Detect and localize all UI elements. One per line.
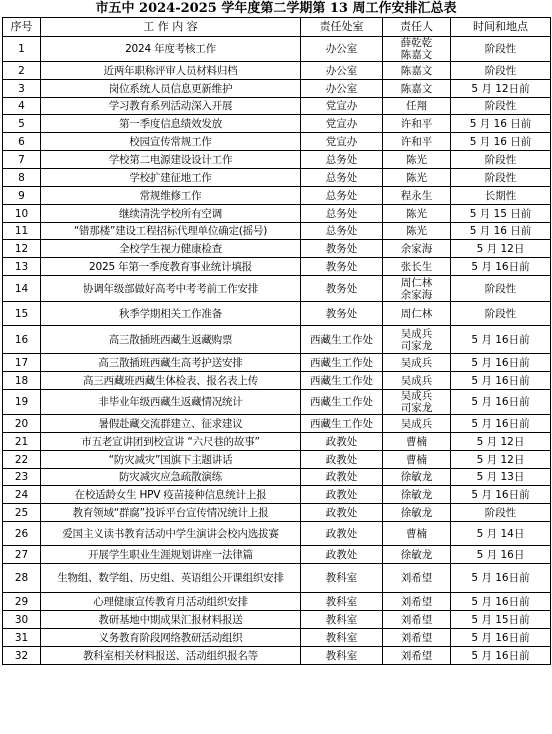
person-name: 徐敏龙: [400, 488, 433, 501]
row-number: 3: [3, 80, 41, 98]
person-name: 程永生: [400, 189, 433, 202]
table-row: [3, 522, 551, 546]
row-number: 14: [3, 276, 41, 302]
person-name: 许和平: [400, 117, 433, 130]
row-dept: 政教处: [301, 486, 383, 504]
row-content: 防灾减灾应急疏散演练: [41, 469, 301, 486]
row-content: “错那楼”建设工程招标代理单位确定(摇号): [41, 223, 301, 240]
row-content: 学习教育系列活动深入开展: [41, 98, 301, 115]
person-name: 许和平: [400, 135, 433, 148]
row-person: [383, 647, 451, 665]
row-time: 5 月 13日: [451, 469, 551, 486]
row-time: 阶段性: [451, 302, 551, 326]
person-name: 司家龙: [400, 402, 433, 414]
row-content: 近两年职称评审人员材料归档: [41, 62, 301, 80]
row-time: 5 月 16 日前: [451, 115, 551, 133]
table-row: [3, 611, 551, 629]
row-person: [383, 390, 451, 415]
page-title: 市五中 2024-2025 学年度第二学期第 13 周工作安排汇总表: [95, 1, 457, 16]
person-name: 徐敏龙: [400, 548, 433, 561]
row-dept: 政教处: [301, 451, 383, 469]
row-time: 5 月 16 日前: [451, 223, 551, 240]
row-time: 5 月 12日前: [451, 80, 551, 98]
row-content: 全校学生视力健康检查: [41, 240, 301, 258]
row-number: 26: [3, 522, 41, 546]
row-number: 9: [3, 187, 41, 205]
person-name: 吴成兵: [400, 390, 433, 402]
person-name: 陈嘉文: [400, 49, 433, 61]
row-content: 教科室相关材料报送、活动组织报名等: [41, 647, 301, 665]
row-time: 5 月 16日: [451, 546, 551, 564]
row-content: 教育领域“群腐”投诉平台宣传情况统计上报: [41, 504, 301, 522]
row-person: [383, 223, 451, 240]
row-content: 常规维修工作: [41, 187, 301, 205]
header-dept: 责任处室: [301, 18, 383, 37]
person-name: 刘希望: [400, 631, 433, 644]
table-row: [3, 372, 551, 390]
row-person: [383, 62, 451, 80]
row-person: [383, 522, 451, 546]
person-name: 徐敏龙: [400, 471, 433, 483]
person-name: 任翔: [406, 100, 427, 112]
row-person: [383, 469, 451, 486]
row-time: 5 月 16日前: [451, 326, 551, 354]
work-schedule-table: [2, 17, 551, 665]
row-time: 阶段性: [451, 37, 551, 62]
person-name: 曹楠: [406, 453, 427, 466]
row-person: [383, 611, 451, 629]
row-dept: 党宣办: [301, 98, 383, 115]
row-time: 5 月 15日前: [451, 611, 551, 629]
row-number: 24: [3, 486, 41, 504]
row-time: 阶段性: [451, 98, 551, 115]
person-name: 吴成兵: [400, 374, 433, 387]
table-row: [3, 504, 551, 522]
row-person: [383, 504, 451, 522]
row-dept: 教科室: [301, 564, 383, 593]
row-dept: 教务处: [301, 302, 383, 326]
table-row: [3, 629, 551, 647]
table-row: [3, 223, 551, 240]
row-dept: 总务处: [301, 169, 383, 187]
row-person: [383, 258, 451, 276]
header-content: 工 作 内 容: [41, 18, 301, 37]
row-person: [383, 546, 451, 564]
row-person: [383, 205, 451, 223]
row-time: 阶段性: [451, 504, 551, 522]
row-time: 5 月 16日前: [451, 593, 551, 611]
person-name: 吴成兵: [400, 356, 433, 369]
row-person: [383, 276, 451, 302]
table-row: [3, 240, 551, 258]
row-time: 长期性: [451, 187, 551, 205]
table-row: [3, 187, 551, 205]
row-content: 2025 年第一季度教育事业统计填报: [41, 258, 301, 276]
row-dept: 西藏生工作处: [301, 354, 383, 372]
row-dept: 政教处: [301, 469, 383, 486]
row-number: 20: [3, 415, 41, 433]
header-no: 序号: [3, 18, 41, 37]
row-dept: 西藏生工作处: [301, 326, 383, 354]
row-content: 开展学生职业生涯规划讲座一法律篇: [41, 546, 301, 564]
row-content: 教研基地中期成果汇报材料报送: [41, 611, 301, 629]
row-content: 高三散插班西藏生高考护送安排: [41, 354, 301, 372]
row-time: 5 月 16日前: [451, 629, 551, 647]
row-person: [383, 151, 451, 169]
row-number: 10: [3, 205, 41, 223]
table-row: [3, 469, 551, 486]
row-dept: 西藏生工作处: [301, 415, 383, 433]
row-dept: 总务处: [301, 187, 383, 205]
row-number: 32: [3, 647, 41, 665]
table-row: [3, 647, 551, 665]
person-name: 陈光: [406, 153, 427, 166]
row-dept: 教务处: [301, 276, 383, 302]
row-content: 非毕业年级西藏生返藏情况统计: [41, 390, 301, 415]
row-content: 高三散插班西藏生返藏购票: [41, 326, 301, 354]
row-time: 5 月 12日: [451, 433, 551, 451]
row-person: [383, 564, 451, 593]
table-row: [3, 258, 551, 276]
row-time: 5 月 12日: [451, 240, 551, 258]
row-dept: 西藏生工作处: [301, 372, 383, 390]
person-name: 张长生: [400, 260, 433, 273]
row-number: 6: [3, 133, 41, 151]
person-name: 陈光: [406, 207, 427, 220]
row-person: [383, 593, 451, 611]
row-dept: 办公室: [301, 37, 383, 62]
row-content: 爱国主义读书教育活动中学生演讲会校内选拔赛: [41, 522, 301, 546]
row-dept: 西藏生工作处: [301, 390, 383, 415]
row-time: 5 月 16日前: [451, 354, 551, 372]
row-dept: 教科室: [301, 593, 383, 611]
row-person: [383, 451, 451, 469]
table-row: [3, 133, 551, 151]
row-person: [383, 115, 451, 133]
row-time: 5 月 14日: [451, 522, 551, 546]
row-time: 5 月 12日: [451, 451, 551, 469]
row-dept: 教务处: [301, 240, 383, 258]
table-row: [3, 354, 551, 372]
row-number: 13: [3, 258, 41, 276]
row-person: [383, 302, 451, 326]
row-person: [383, 326, 451, 354]
row-number: 8: [3, 169, 41, 187]
row-person: [383, 169, 451, 187]
row-number: 17: [3, 354, 41, 372]
row-time: 5 月 16日前: [451, 415, 551, 433]
table-row: [3, 151, 551, 169]
row-number: 11: [3, 223, 41, 240]
table-row: [3, 546, 551, 564]
row-time: 5 月 16日前: [451, 486, 551, 504]
row-content: 校园宣传常规工作: [41, 133, 301, 151]
row-dept: 教科室: [301, 629, 383, 647]
row-person: [383, 80, 451, 98]
person-name: 周仁林: [400, 307, 433, 320]
row-content: 岗位系统人员信息更新维护: [41, 80, 301, 98]
row-person: [383, 629, 451, 647]
row-time: 阶段性: [451, 151, 551, 169]
row-dept: 教科室: [301, 611, 383, 629]
row-number: 22: [3, 451, 41, 469]
row-number: 12: [3, 240, 41, 258]
row-time: 阶段性: [451, 276, 551, 302]
table-row: [3, 62, 551, 80]
table-row: [3, 302, 551, 326]
row-number: 25: [3, 504, 41, 522]
row-person: [383, 354, 451, 372]
row-content: 2024 年度考核工作: [41, 37, 301, 62]
person-name: 周仁林: [400, 276, 433, 289]
row-dept: 总务处: [301, 205, 383, 223]
row-dept: 党宣办: [301, 115, 383, 133]
table-row: [3, 80, 551, 98]
row-content: 学校扩建征地工作: [41, 169, 301, 187]
table-row: [3, 433, 551, 451]
row-person: [383, 240, 451, 258]
person-name: 刘希望: [400, 649, 433, 662]
table-row: [3, 37, 551, 62]
table-row: [3, 390, 551, 415]
table-row: [3, 451, 551, 469]
row-number: 27: [3, 546, 41, 564]
header-row: [3, 18, 551, 37]
row-number: 1: [3, 37, 41, 62]
row-dept: 政教处: [301, 546, 383, 564]
person-name: 司家龙: [400, 339, 433, 352]
person-name: 吴成兵: [400, 327, 433, 340]
table-row: [3, 276, 551, 302]
row-content: 在校适龄女生 HPV 疫苗接种信息统计上报: [41, 486, 301, 504]
person-name: 薛乾乾: [400, 37, 433, 49]
row-content: 秋季学期相关工作准备: [41, 302, 301, 326]
person-name: 曹楠: [406, 527, 427, 540]
person-name: 陈嘉文: [400, 82, 433, 95]
row-number: 4: [3, 98, 41, 115]
row-dept: 党宣办: [301, 133, 383, 151]
row-dept: 总务处: [301, 223, 383, 240]
row-person: [383, 433, 451, 451]
table-row: [3, 593, 551, 611]
row-person: [383, 37, 451, 62]
row-person: [383, 486, 451, 504]
table-row: [3, 564, 551, 593]
header-person: 责任人: [383, 18, 451, 37]
table-row: [3, 205, 551, 223]
person-name: 余家海: [400, 288, 433, 301]
row-content: 继续清洗学校所有空调: [41, 205, 301, 223]
row-dept: 政教处: [301, 433, 383, 451]
table-row: [3, 415, 551, 433]
table-row: [3, 486, 551, 504]
row-dept: 政教处: [301, 522, 383, 546]
row-time: 阶段性: [451, 62, 551, 80]
row-content: 协调年级部做好高考中考考前工作安排: [41, 276, 301, 302]
row-content: 心理健康宣传教育月活动组织安排: [41, 593, 301, 611]
person-name: 徐敏龙: [400, 506, 433, 519]
header-time: 时间和地点: [451, 18, 551, 37]
row-time: 5 月 16 日前: [451, 133, 551, 151]
row-person: [383, 415, 451, 433]
row-number: 29: [3, 593, 41, 611]
row-number: 28: [3, 564, 41, 593]
row-time: 5 月 16日前: [451, 372, 551, 390]
row-number: 15: [3, 302, 41, 326]
row-time: 阶段性: [451, 169, 551, 187]
row-person: [383, 133, 451, 151]
row-time: 5 月 16日前: [451, 647, 551, 665]
row-number: 18: [3, 372, 41, 390]
row-number: 19: [3, 390, 41, 415]
table-row: [3, 169, 551, 187]
person-name: 余家海: [400, 242, 433, 255]
person-name: 陈嘉文: [400, 64, 433, 77]
row-content: 市五老宣讲团到校宣讲 “六尺巷的故事”: [41, 433, 301, 451]
row-dept: 办公室: [301, 62, 383, 80]
person-name: 吴成兵: [400, 417, 433, 430]
person-name: 刘希望: [400, 572, 433, 584]
row-number: 30: [3, 611, 41, 629]
row-dept: 教科室: [301, 647, 383, 665]
row-time: 5 月 16日前: [451, 390, 551, 415]
table-row: [3, 326, 551, 354]
row-number: 23: [3, 469, 41, 486]
row-number: 31: [3, 629, 41, 647]
row-time: 5 月 16日前: [451, 258, 551, 276]
row-content: 高三西藏班西藏生体检表、报名表上传: [41, 372, 301, 390]
row-content: 生物组、数学组、历史组、英语组公开课组织安排: [41, 564, 301, 593]
row-number: 7: [3, 151, 41, 169]
row-person: [383, 98, 451, 115]
row-time: 5 月 16日前: [451, 564, 551, 593]
row-person: [383, 372, 451, 390]
row-content: 暑假赴藏交流群建立、征求建议: [41, 415, 301, 433]
person-name: 陈光: [406, 171, 427, 184]
row-dept: 总务处: [301, 151, 383, 169]
row-dept: 教务处: [301, 258, 383, 276]
row-dept: 政教处: [301, 504, 383, 522]
person-name: 刘希望: [400, 613, 433, 626]
row-dept: 办公室: [301, 80, 383, 98]
row-number: 2: [3, 62, 41, 80]
person-name: 曹楠: [406, 435, 427, 448]
row-number: 21: [3, 433, 41, 451]
person-name: 刘希望: [400, 595, 433, 608]
row-person: [383, 187, 451, 205]
row-content: 学校第二电源建设设计工作: [41, 151, 301, 169]
row-time: 5 月 15 日前: [451, 205, 551, 223]
table-row: [3, 115, 551, 133]
row-content: 第一季度信息绩效发放: [41, 115, 301, 133]
row-number: 16: [3, 326, 41, 354]
person-name: 陈光: [406, 225, 427, 237]
row-content: “防灾减灾”国旗下主题讲话: [41, 451, 301, 469]
row-number: 5: [3, 115, 41, 133]
row-content: 义务教育阶段网络教研活动组织: [41, 629, 301, 647]
table-row: [3, 98, 551, 115]
